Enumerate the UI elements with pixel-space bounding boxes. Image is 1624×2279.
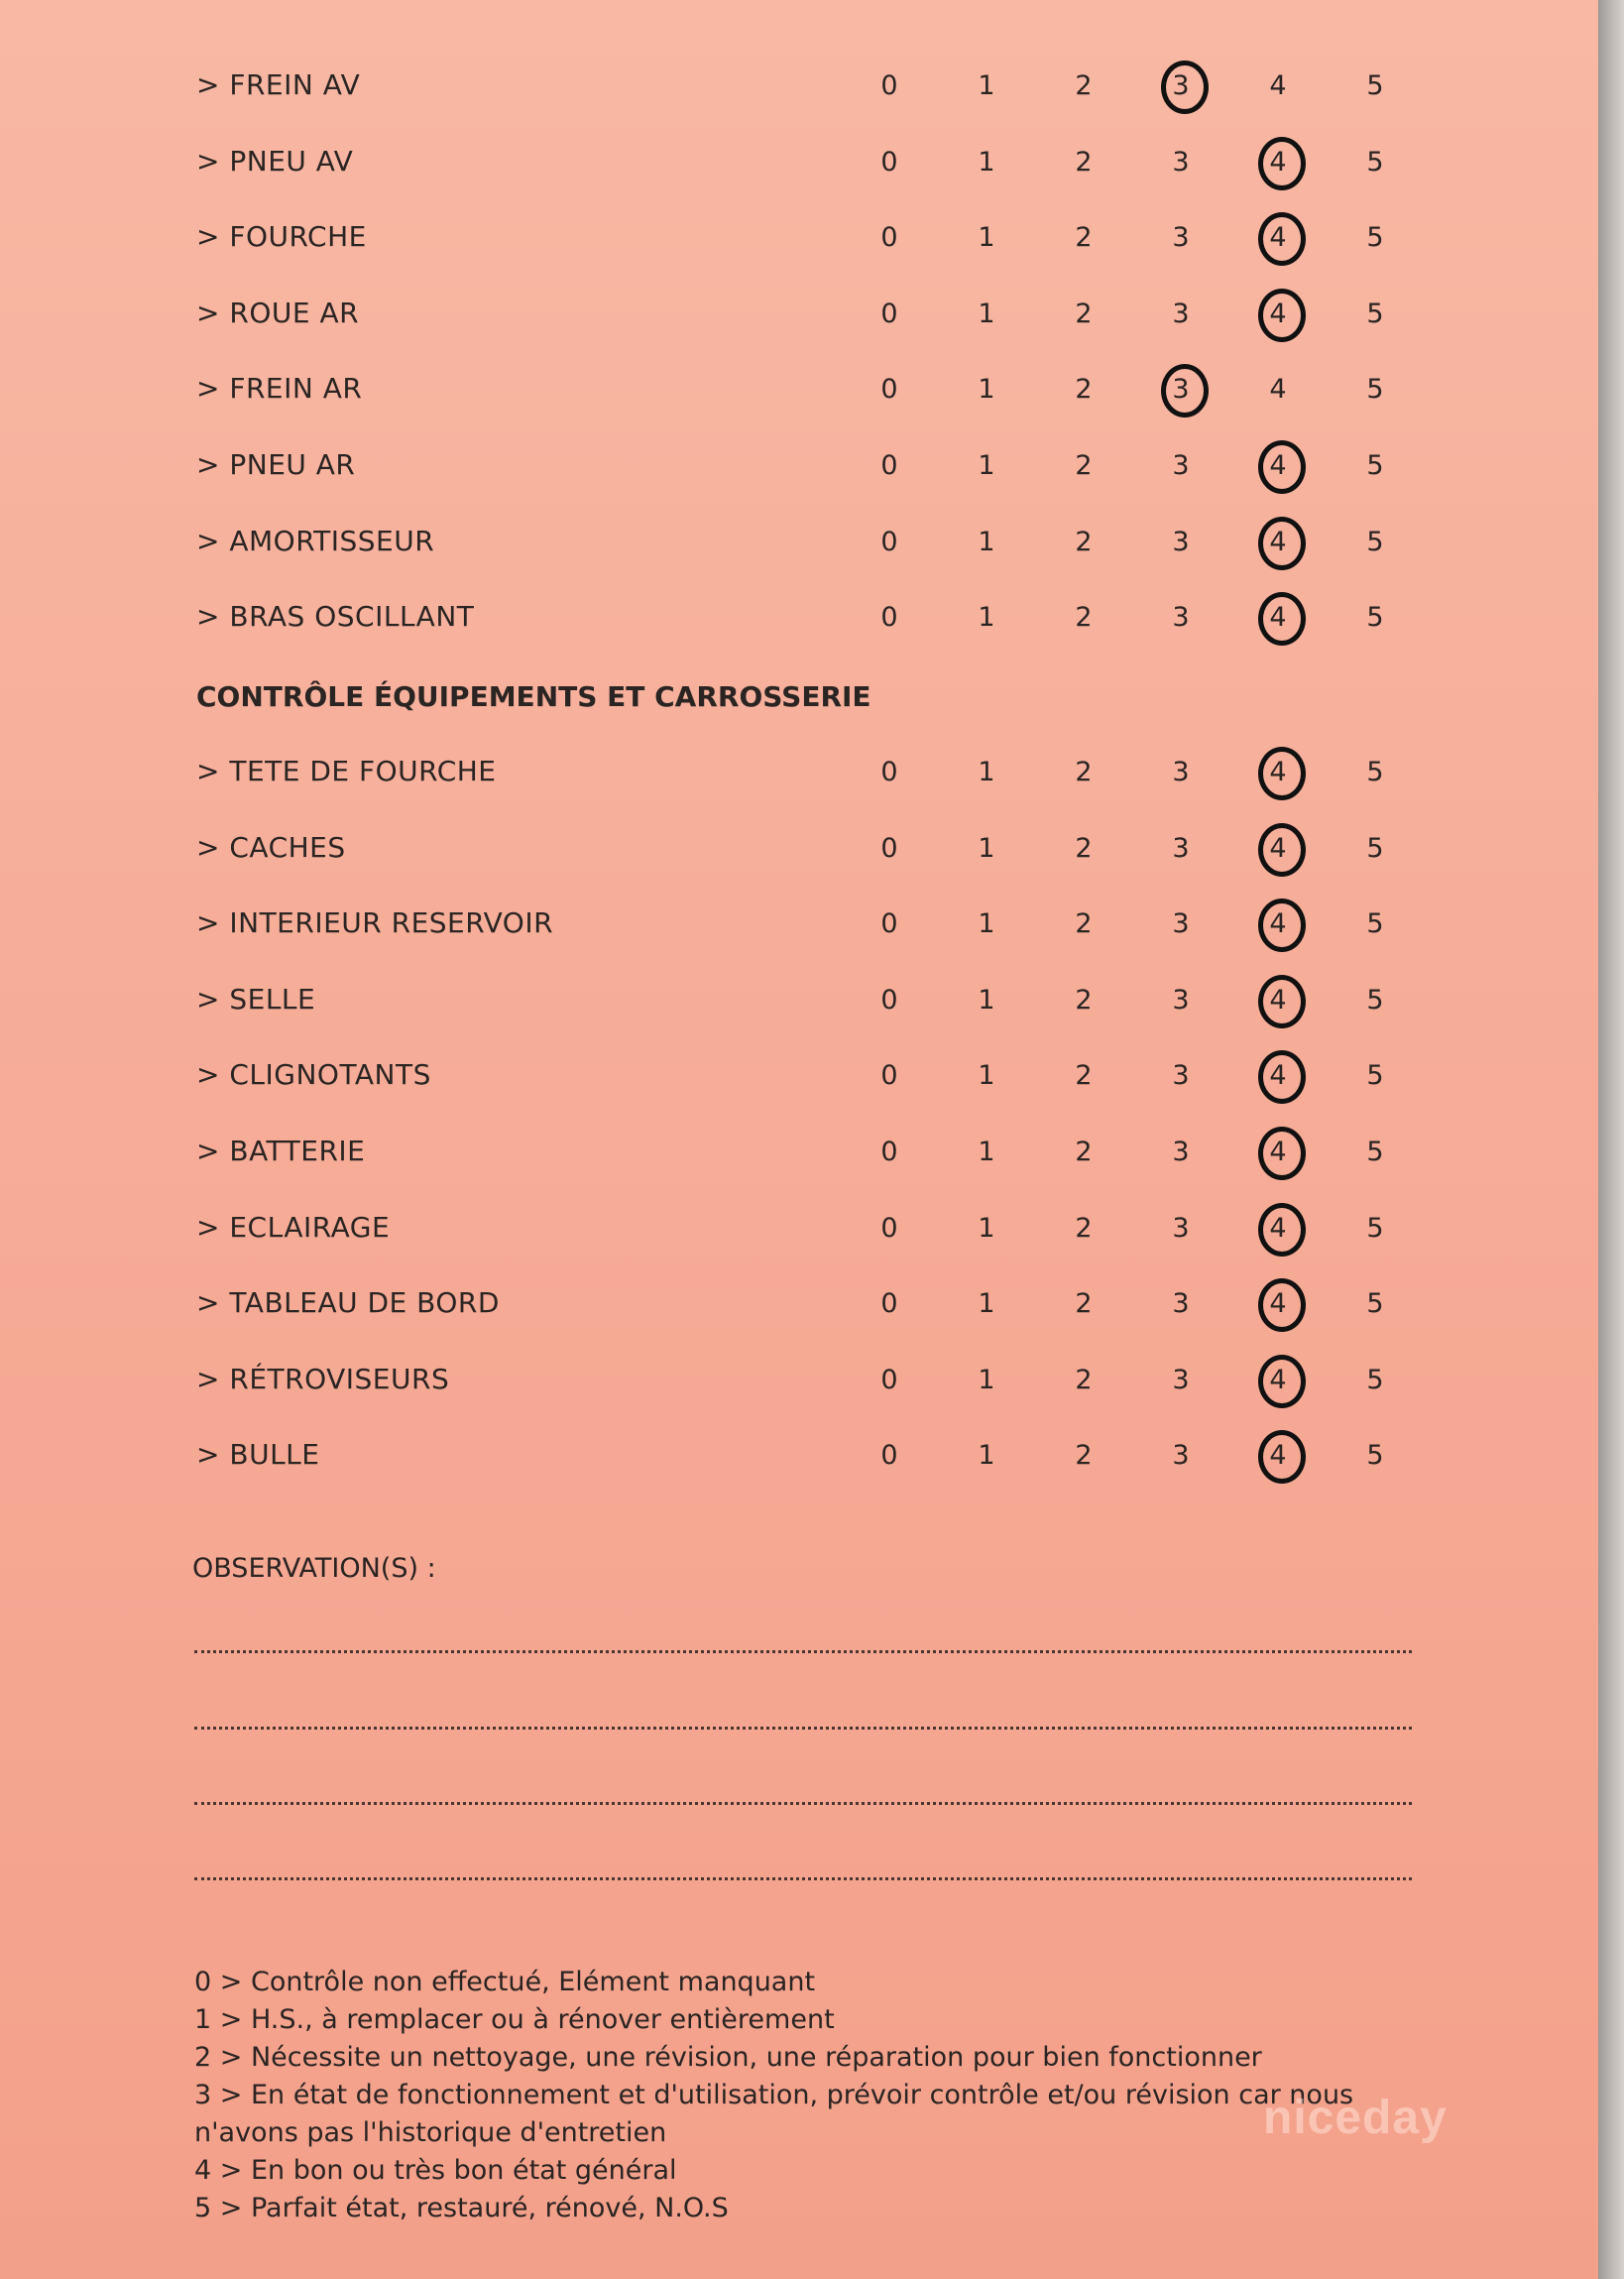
score-option[interactable]: 1 (978, 70, 995, 101)
score-option[interactable]: 1 (978, 984, 995, 1016)
score-option[interactable]: 0 (880, 832, 898, 864)
score-option[interactable]: 5 (1366, 450, 1384, 481)
score-option-selected[interactable]: 4 (1258, 450, 1298, 481)
inspection-item-label: > ECLAIRAGE (196, 1210, 391, 1244)
score-option-selected[interactable]: 4 (1258, 985, 1298, 1016)
score-option[interactable]: 3 (1172, 1137, 1190, 1167)
inspection-row (0, 511, 1598, 570)
inspection-item-label: > CLIGNOTANTS (196, 1058, 431, 1092)
score-option[interactable]: 3 (1172, 146, 1190, 178)
score-option[interactable]: 1 (978, 832, 995, 864)
score-option-selected[interactable]: 4 (1258, 1288, 1298, 1319)
score-option[interactable]: 0 (880, 70, 898, 101)
inspection-item-label: > AMORTISSEUR (196, 524, 435, 557)
score-option[interactable]: 5 (1366, 374, 1384, 406)
score-option[interactable]: 1 (978, 1060, 995, 1092)
score-option[interactable]: 2 (1075, 1212, 1093, 1244)
inspection-row (0, 893, 1598, 952)
score-option[interactable]: 1 (978, 526, 995, 557)
observation-line-3 (194, 1802, 1412, 1805)
score-option[interactable]: 0 (880, 450, 898, 481)
score-option-selected[interactable]: 4 (1258, 602, 1298, 633)
score-option-selected[interactable]: 4 (1258, 1137, 1298, 1167)
score-option[interactable]: 1 (978, 1288, 995, 1320)
score-option[interactable]: 0 (880, 757, 898, 787)
score-option-selected[interactable]: 4 (1258, 527, 1298, 557)
score-option[interactable]: 3 (1172, 908, 1190, 940)
inspection-item-label: > INTERIEUR RESERVOIR (196, 906, 554, 940)
score-option[interactable]: 2 (1075, 298, 1093, 329)
observations-label: OBSERVATION(S) : (192, 1553, 436, 1584)
inspection-row (0, 55, 1598, 114)
score-option-selected[interactable]: 4 (1258, 1213, 1298, 1244)
score-option[interactable]: 3 (1172, 298, 1190, 329)
score-option[interactable]: 0 (880, 222, 898, 254)
score-option[interactable]: 4 (1269, 70, 1287, 101)
score-option[interactable]: 1 (978, 1212, 995, 1244)
score-option[interactable]: 4 (1269, 374, 1287, 406)
score-option-selected[interactable]: 3 (1161, 70, 1201, 101)
score-option[interactable]: 5 (1366, 70, 1384, 101)
legend-line-0: 0 > Contrôle non effectué, Elément manquant (194, 1967, 816, 1997)
inspection-item-label: > SELLE (196, 982, 316, 1016)
score-option[interactable]: 5 (1366, 1364, 1384, 1395)
score-option[interactable]: 1 (978, 222, 995, 254)
score-option[interactable]: 5 (1366, 757, 1384, 787)
inspection-item-label: > PNEU AV (196, 144, 354, 178)
inspection-row (0, 969, 1598, 1028)
brand-watermark: niceday (1263, 2092, 1448, 2144)
score-option[interactable]: 2 (1075, 70, 1093, 101)
score-option[interactable]: 3 (1172, 1060, 1190, 1092)
legend-line-3: 3 > En état de fonctionnement et d'utilisation, prévoir contrôle et/ou révision car nous n'avons pas l'historique d'entretien (194, 2080, 1354, 2148)
score-option[interactable]: 1 (978, 1440, 995, 1472)
inspection-row (0, 1121, 1598, 1180)
score-option[interactable]: 2 (1075, 984, 1093, 1016)
inspection-item-label: > FOURCHE (196, 220, 367, 254)
score-option[interactable]: 3 (1172, 832, 1190, 864)
background-surface (1598, 0, 1624, 2279)
score-option[interactable]: 5 (1366, 298, 1384, 329)
inspection-item-label: > PNEU AR (196, 448, 356, 481)
inspection-item-label: > CACHES (196, 830, 346, 864)
score-option[interactable]: 0 (880, 984, 898, 1016)
score-option[interactable]: 3 (1172, 222, 1190, 254)
inspection-item-label: > BULLE (196, 1438, 320, 1472)
score-option[interactable]: 0 (880, 1212, 898, 1244)
score-option[interactable]: 1 (978, 298, 995, 329)
score-option[interactable]: 5 (1366, 526, 1384, 557)
score-option[interactable]: 2 (1075, 374, 1093, 406)
score-option[interactable]: 2 (1075, 146, 1093, 178)
score-option[interactable]: 2 (1075, 757, 1093, 787)
score-option[interactable]: 5 (1366, 1288, 1384, 1320)
legend-line-2: 2 > Nécessite un nettoyage, une révision, une réparation pour bien fonctionner (194, 2042, 1262, 2073)
score-option[interactable]: 5 (1366, 1137, 1384, 1167)
score-option[interactable]: 2 (1075, 602, 1093, 634)
score-option[interactable]: 3 (1172, 1364, 1190, 1395)
score-option[interactable]: 5 (1366, 1212, 1384, 1244)
score-option-selected[interactable]: 4 (1258, 757, 1298, 787)
score-option[interactable]: 2 (1075, 1288, 1093, 1320)
inspection-row (0, 206, 1598, 266)
inspection-item-label: > RÉTROVISEURS (196, 1362, 450, 1395)
inspection-item-label: > FREIN AV (196, 68, 361, 101)
score-option[interactable]: 1 (978, 757, 995, 787)
score-option[interactable]: 3 (1172, 757, 1190, 787)
score-option[interactable]: 2 (1075, 1364, 1093, 1395)
inspection-row (0, 358, 1598, 418)
observation-line-2 (194, 1727, 1412, 1730)
inspection-row (0, 817, 1598, 877)
score-option[interactable]: 1 (978, 146, 995, 178)
score-option-selected[interactable]: 4 (1258, 147, 1298, 178)
section-title-equipements-carrosserie: CONTRÔLE ÉQUIPEMENTS ET CARROSSERIE (196, 680, 871, 713)
score-option[interactable]: 2 (1075, 908, 1093, 940)
score-option[interactable]: 5 (1366, 222, 1384, 254)
score-option[interactable]: 5 (1366, 602, 1384, 634)
score-option[interactable]: 2 (1075, 450, 1093, 481)
score-option[interactable]: 1 (978, 1364, 995, 1395)
score-option[interactable]: 1 (978, 1137, 995, 1167)
score-option[interactable]: 1 (978, 602, 995, 634)
score-option[interactable]: 0 (880, 1137, 898, 1167)
score-option[interactable]: 0 (880, 526, 898, 557)
score-option[interactable]: 0 (880, 146, 898, 178)
score-option[interactable]: 3 (1172, 1440, 1190, 1472)
score-option-selected[interactable]: 4 (1258, 222, 1298, 253)
score-option[interactable]: 2 (1075, 1137, 1093, 1167)
score-option[interactable]: 5 (1366, 146, 1384, 178)
legend-line-5: 5 > Parfait état, restauré, rénové, N.O.S (194, 2193, 729, 2223)
score-option[interactable]: 2 (1075, 1440, 1093, 1472)
score-option[interactable]: 0 (880, 374, 898, 406)
legend-line-1: 1 > H.S., à remplacer ou à rénover entièrement (194, 2004, 835, 2035)
score-option[interactable]: 3 (1172, 602, 1190, 634)
rating-legend (194, 1964, 1434, 2227)
inspection-item-label: > TABLEAU DE BORD (196, 1286, 500, 1320)
score-option[interactable]: 5 (1366, 1440, 1384, 1472)
score-option[interactable]: 3 (1172, 1288, 1190, 1320)
inspection-row (0, 1044, 1598, 1104)
score-option-selected[interactable]: 4 (1258, 908, 1298, 939)
legend-line-4: 4 > En bon ou très bon état général (194, 2155, 677, 2186)
observation-line-1 (194, 1650, 1412, 1653)
score-option[interactable]: 2 (1075, 526, 1093, 557)
score-option[interactable]: 0 (880, 602, 898, 634)
score-option[interactable]: 5 (1366, 1060, 1384, 1092)
score-option[interactable]: 3 (1172, 1212, 1190, 1244)
score-option[interactable]: 0 (880, 908, 898, 940)
inspection-item-label: > BRAS OSCILLANT (196, 600, 475, 634)
score-option[interactable]: 2 (1075, 222, 1093, 254)
inspection-row (0, 1272, 1598, 1332)
score-option[interactable]: 2 (1075, 1060, 1093, 1092)
score-option[interactable]: 0 (880, 1060, 898, 1092)
inspection-item-label: > ROUE AR (196, 296, 360, 329)
score-option[interactable]: 1 (978, 908, 995, 940)
score-option[interactable]: 0 (880, 298, 898, 329)
score-option-selected[interactable]: 3 (1161, 374, 1201, 405)
inspection-item-label: > TETE DE FOURCHE (196, 755, 497, 787)
score-option[interactable]: 0 (880, 1440, 898, 1472)
score-option[interactable]: 3 (1172, 450, 1190, 481)
inspection-row (0, 283, 1598, 342)
inspection-row (0, 434, 1598, 494)
score-option[interactable]: 5 (1366, 908, 1384, 940)
inspection-row (0, 131, 1598, 190)
score-option[interactable]: 3 (1172, 984, 1190, 1016)
inspection-row (0, 586, 1598, 646)
score-option[interactable]: 1 (978, 374, 995, 406)
inspection-row (0, 741, 1598, 800)
score-option[interactable]: 0 (880, 1364, 898, 1395)
score-option[interactable]: 2 (1075, 832, 1093, 864)
observation-line-4 (194, 1877, 1412, 1880)
score-option-selected[interactable]: 4 (1258, 1365, 1298, 1395)
score-option-selected[interactable]: 4 (1258, 833, 1298, 864)
inspection-row (0, 1349, 1598, 1408)
score-option-selected[interactable]: 4 (1258, 299, 1298, 329)
score-option[interactable]: 1 (978, 450, 995, 481)
inspection-row (0, 1197, 1598, 1257)
score-option[interactable]: 5 (1366, 832, 1384, 864)
score-option[interactable]: 3 (1172, 526, 1190, 557)
score-option-selected[interactable]: 4 (1258, 1060, 1298, 1091)
inspection-item-label: > FREIN AR (196, 372, 363, 406)
inspection-item-label: > BATTERIE (196, 1135, 366, 1167)
score-option-selected[interactable]: 4 (1258, 1440, 1298, 1471)
inspection-row (0, 1424, 1598, 1484)
score-option[interactable]: 5 (1366, 984, 1384, 1016)
score-option[interactable]: 0 (880, 1288, 898, 1320)
